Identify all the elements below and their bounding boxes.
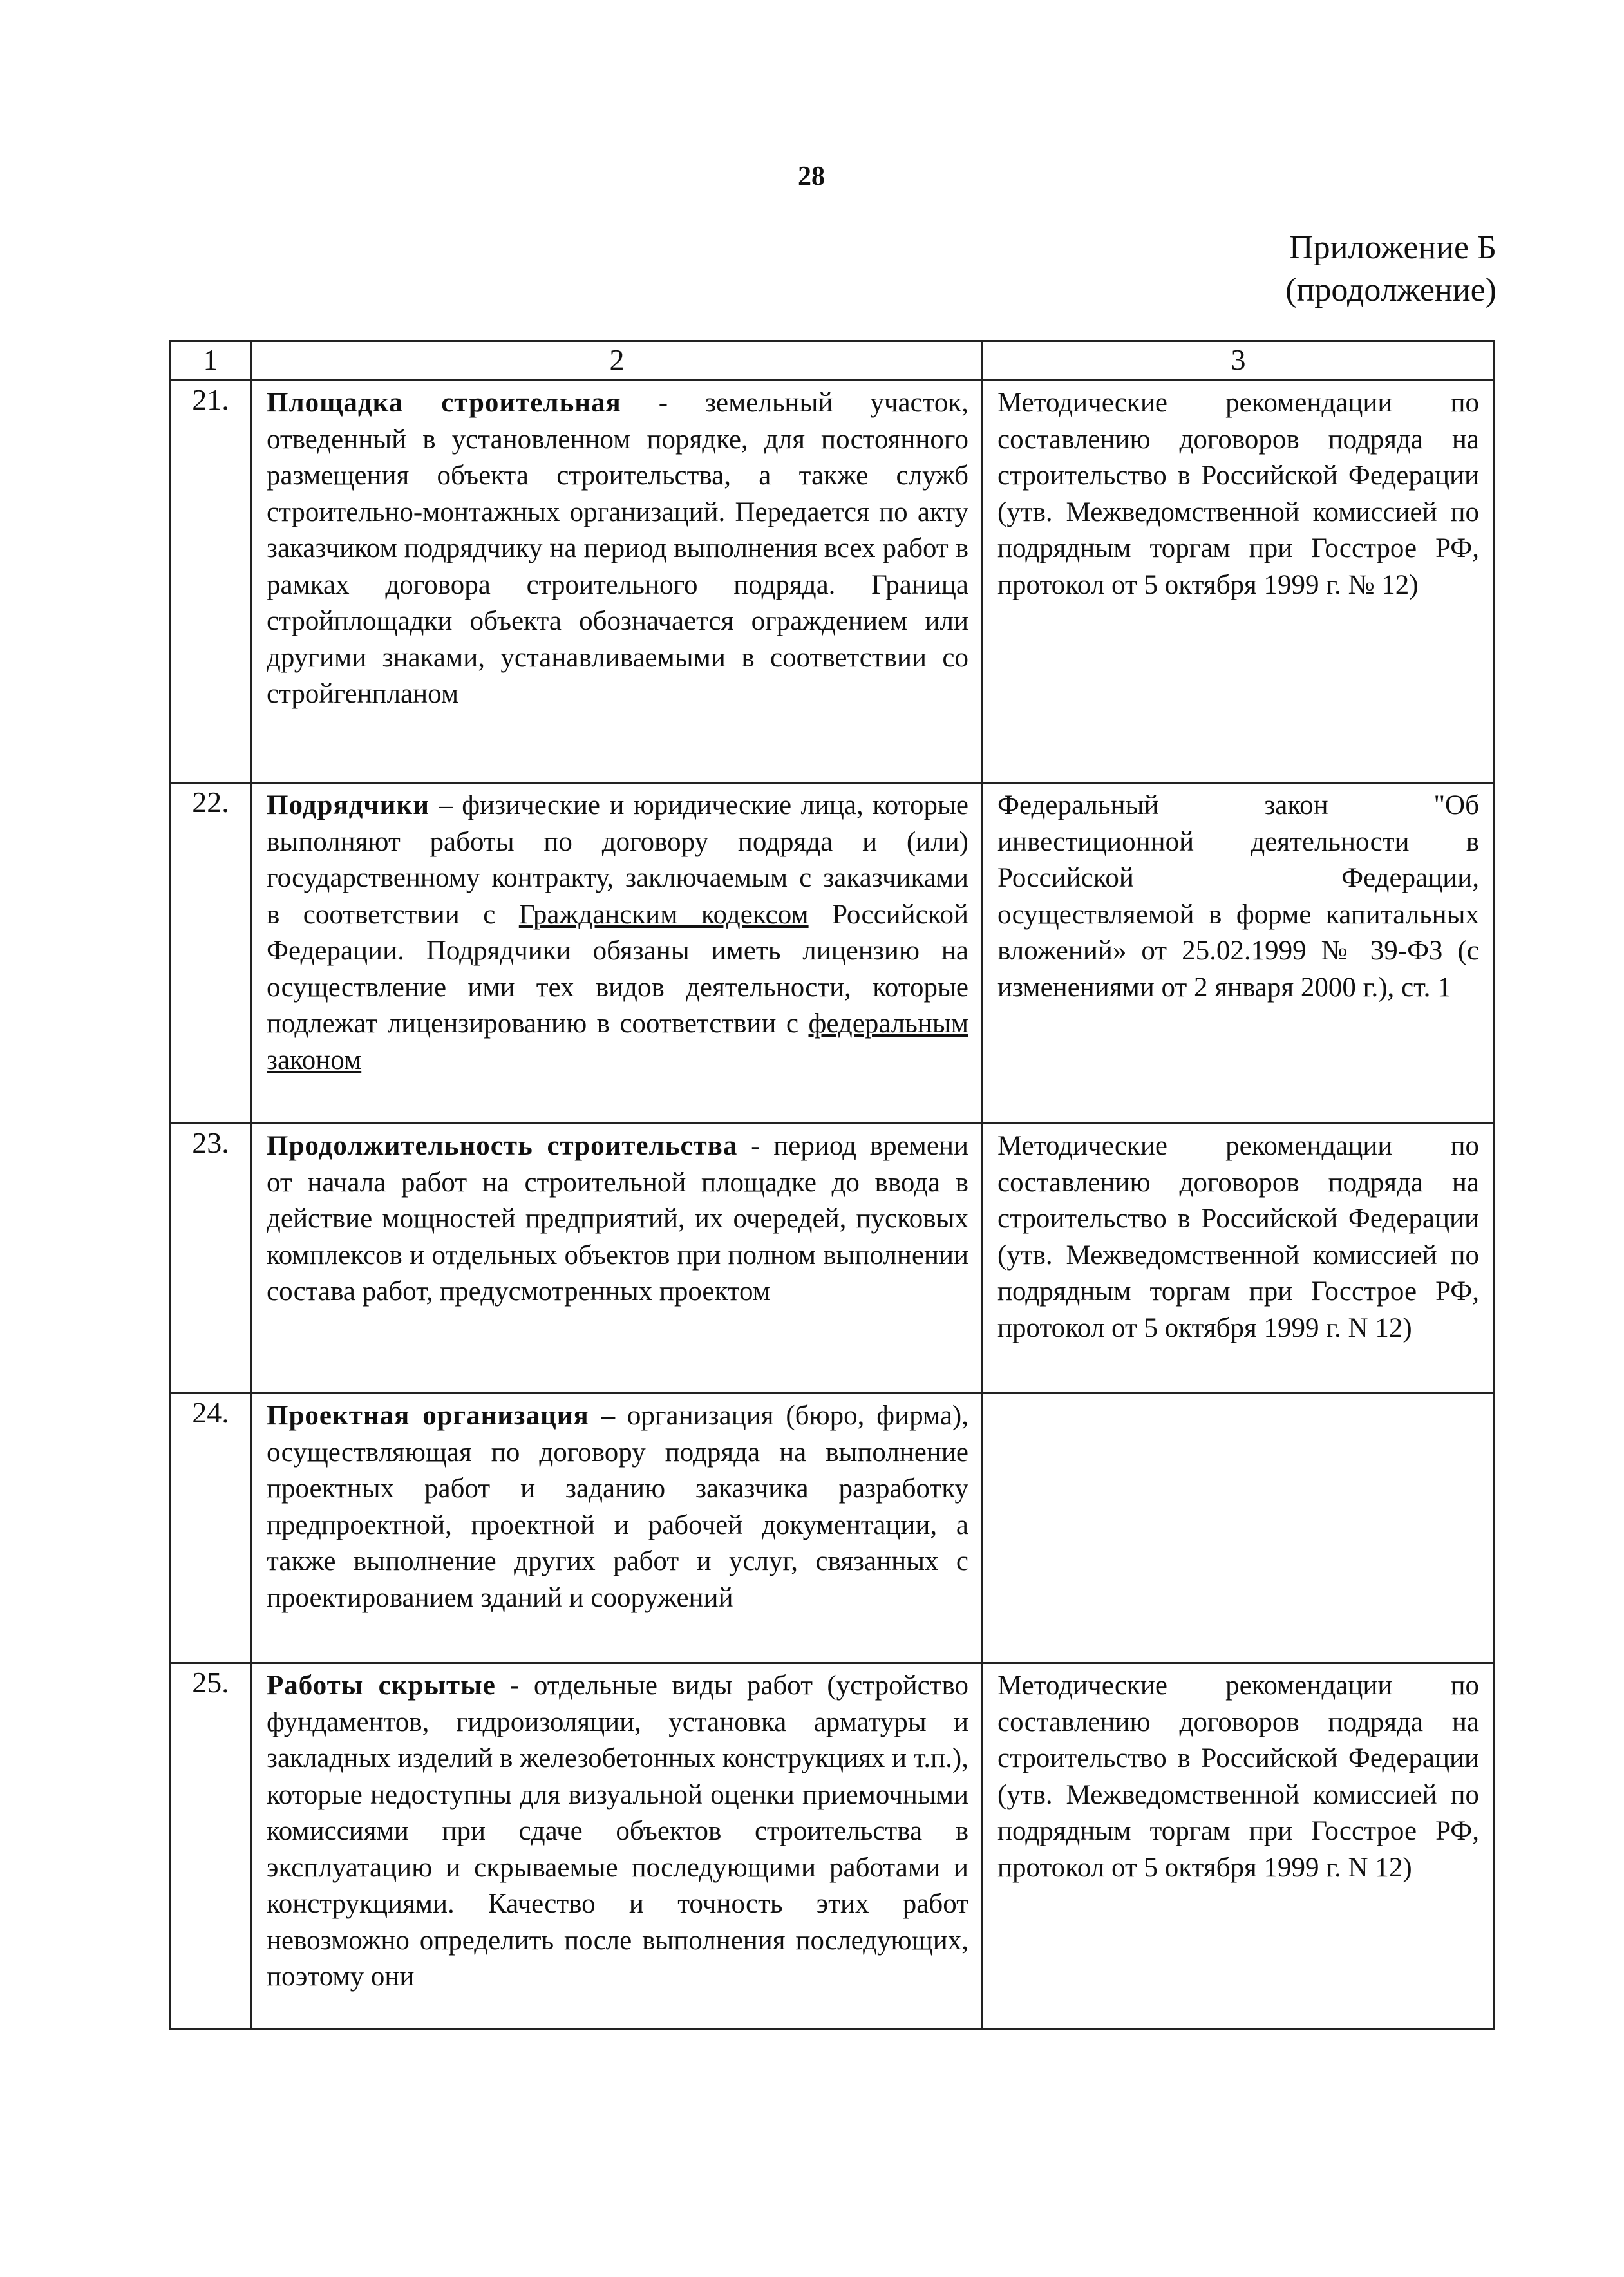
glossary-table xyxy=(169,340,1495,2030)
term-separator: - xyxy=(495,1670,534,1701)
term-definition: земельный участок, отведенный в установленном порядке, для постоянного размещения объекта строительства, а также служб строительно-монтажных организаций. Передается по акту заказчиком подрядчику на период выполнения всех работ в рамках договора строительного подряда. Граница стройплощадки объекта обозначается ограждением или другими знаками, устанавливаемыми в соответствии со стройгенпланом xyxy=(267,388,968,709)
term-title: Площадка строительная xyxy=(267,388,621,418)
row-number: 25. xyxy=(170,1663,252,2030)
term-separator: – xyxy=(589,1401,627,1431)
row-number: 24. xyxy=(170,1394,252,1663)
header-col-1: 1 xyxy=(170,341,252,381)
appendix-continuation: (продолжение) xyxy=(1285,272,1497,308)
row-number: 23. xyxy=(170,1124,252,1394)
header-row xyxy=(170,341,1495,381)
term-title: Проектная организация xyxy=(267,1401,589,1431)
source-cell: Методические рекомендации по составлению договоров подряда на строительство в Российской Федерации (утв. Межведомственной комиссией по подрядным торгам при Госстрое РФ, протокол от 5 октября 1999 г. № 12) xyxy=(983,381,1495,783)
source-cell: Методические рекомендации по составлению договоров подряда на строительство в Российской Федерации (утв. Межведомственной комиссией по подрядным торгам при Госстрое РФ, протокол от 5 октября 1999 г. N 12) xyxy=(983,1124,1495,1394)
term-definition: период времени от начала работ на строительной площадке до ввода в действие мощностей предприятий, их очередей, пусковых комплексов и отдельных объектов при полном выполнении состава работ, предусмотренных проектом xyxy=(267,1131,968,1307)
term-title: Подрядчики xyxy=(267,790,430,820)
appendix-title: Приложение Б xyxy=(1289,229,1497,266)
table-row xyxy=(170,1124,1495,1394)
term-cell xyxy=(252,783,983,1124)
table-row xyxy=(170,1394,1495,1663)
term-separator: - xyxy=(621,388,705,418)
term-definition: отдельные виды работ (устройство фундаментов, гидроизоляции, установка арматуры и закладных изделий в железобетонных конструкциях и т.п.), которые недоступны для визуальной оценки приемочными комиссиями при сдаче объектов строительства в эксплуатацию и скрываемые последующими работами и конструкциями. Качество и точность этих работ невозможно определить после выполнения последующих, поэтому они xyxy=(267,1670,968,1992)
header-col-2: 2 xyxy=(252,341,983,381)
term-cell xyxy=(252,1663,983,2030)
page-number: 28 xyxy=(798,162,825,191)
table-row xyxy=(170,1663,1495,2030)
term-cell xyxy=(252,1124,983,1394)
source-cell: Федеральный закон "Об инвестиционной деятельности в Российской Федерации, осуществляемой в форме капитальных вложений» от 25.02.1999 № 39-ФЗ (с изменениями от 2 января 2000 г.), ст. 1 xyxy=(983,783,1495,1124)
row-number: 22. xyxy=(170,783,252,1124)
civil-code-link[interactable]: Гражданским кодексом xyxy=(518,899,809,930)
term-title: Работы скрытые xyxy=(267,1670,496,1701)
term-definition-continued: Российской Федерации. Подрядчики обязаны иметь лицензию на осуществление ими тех видов деятельности, которые подлежат лицензированию в соответствии с xyxy=(267,899,968,1039)
term-definition: физические и юридические лица, которые выполняют работы по договору подряда и (или) государственному контракту, заключаемым с заказчиками в соответствии с xyxy=(267,790,968,930)
appendix-caption xyxy=(1285,227,1497,312)
source-cell xyxy=(983,1394,1495,1663)
header-col-3: 3 xyxy=(983,341,1495,381)
term-cell xyxy=(252,381,983,783)
term-separator: - xyxy=(737,1131,774,1161)
term-title: Продолжительность строительства xyxy=(267,1131,738,1161)
table-row xyxy=(170,783,1495,1124)
table-row xyxy=(170,381,1495,783)
term-separator: – xyxy=(429,790,462,820)
row-number: 21. xyxy=(170,381,252,783)
federal-law-link[interactable]: федеральным законом xyxy=(267,1008,968,1075)
source-cell: Методические рекомендации по составлению договоров подряда на строительство в Российской Федерации (утв. Межведомственной комиссией по подрядным торгам при Госстрое РФ, протокол от 5 октября 1999 г. N 12) xyxy=(983,1663,1495,2030)
term-definition: организация (бюро, фирма), осуществляющая по договору подряда на выполнение проектных работ и заданию заказчика разработку предпроектной, проектной и рабочей документации, а также выполнение других работ и услуг, связанных с проектированием зданий и сооружений xyxy=(267,1401,969,1613)
term-cell xyxy=(252,1394,983,1663)
